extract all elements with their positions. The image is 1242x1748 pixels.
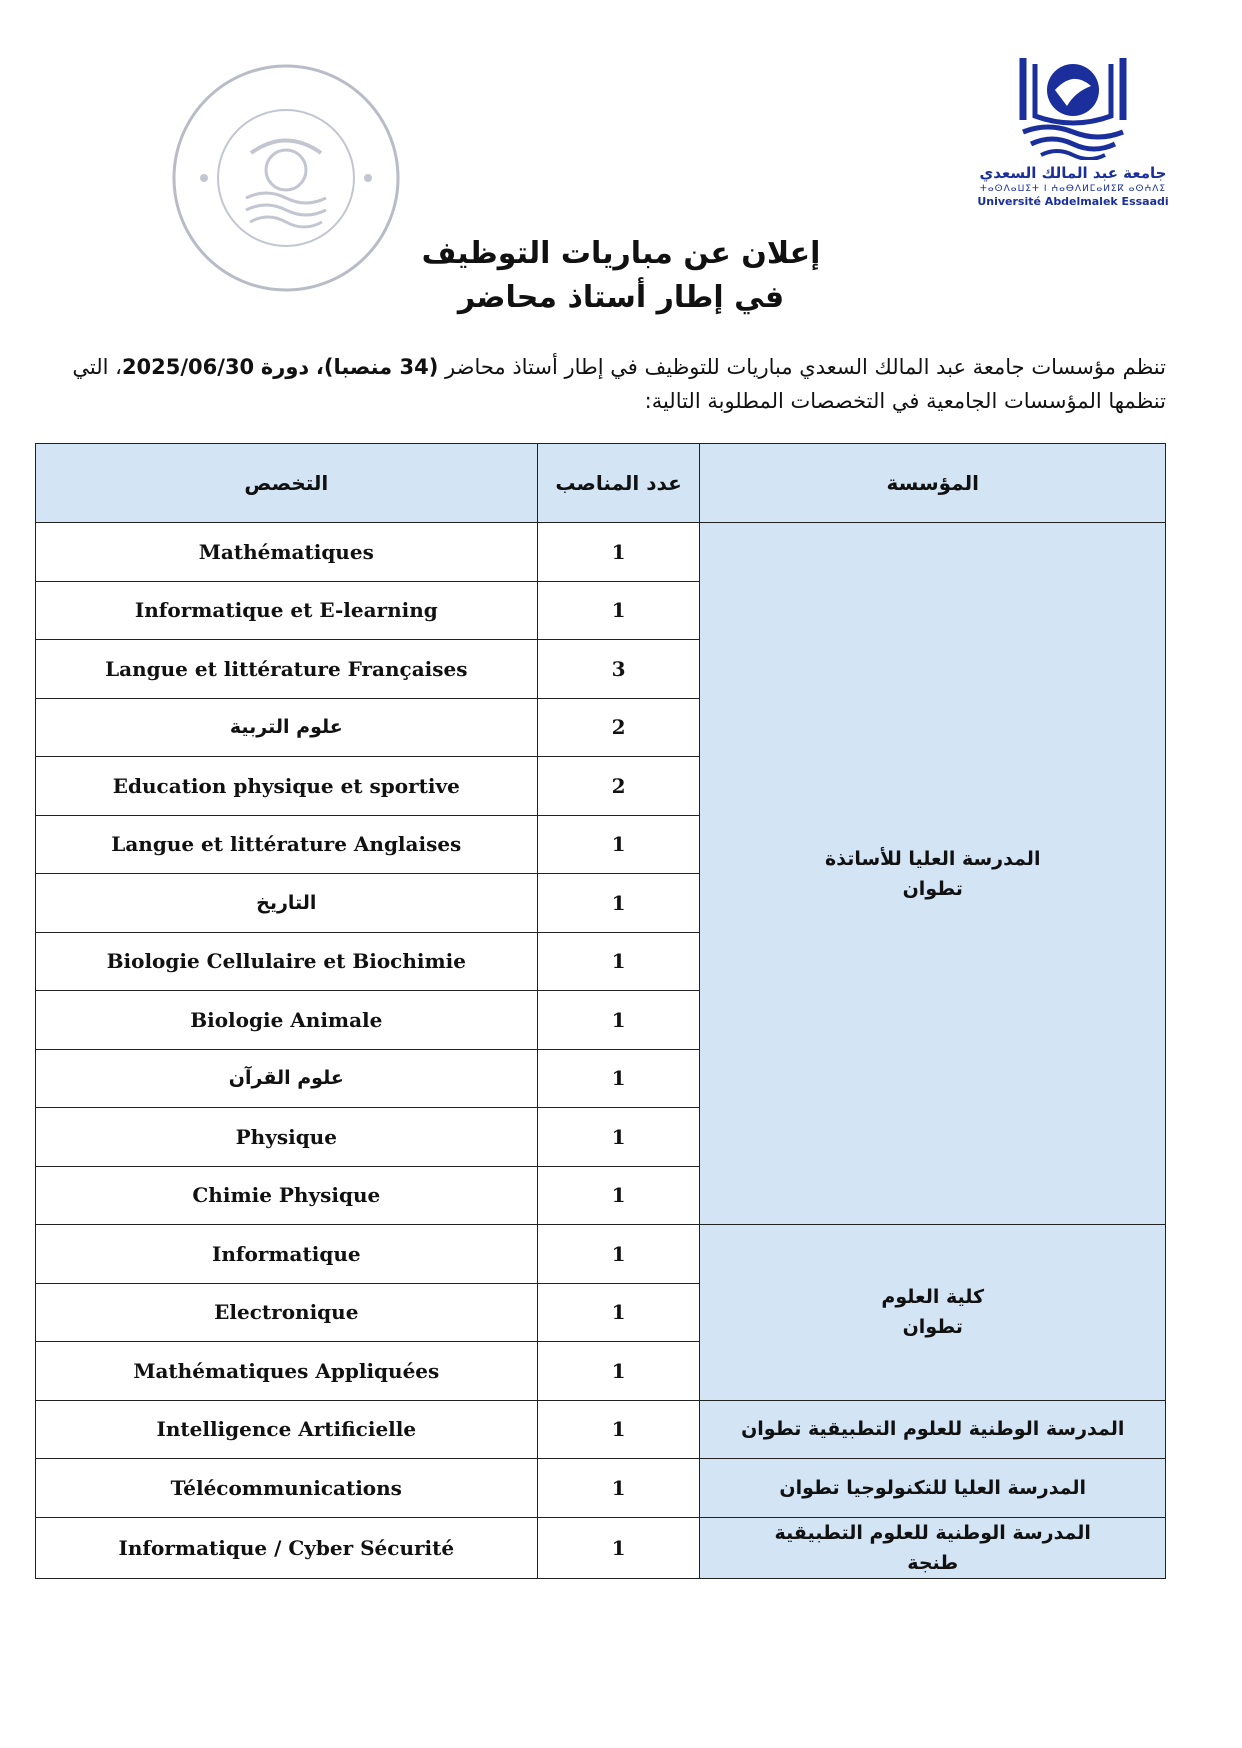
session-date: 2025/06/30 bbox=[121, 355, 255, 379]
positions-count-cell: 1 bbox=[537, 1225, 700, 1284]
announcement-title bbox=[0, 232, 1242, 320]
specialty-cell: Biologie Cellulaire et Biochimie bbox=[36, 932, 538, 991]
institution-cell bbox=[700, 523, 1166, 1225]
intro-text-2: ، التي تنظمها المؤسسات الجامعية في التخصصات المطلوبة التالية: bbox=[72, 355, 1166, 413]
specialty-cell: Informatique bbox=[36, 1225, 538, 1284]
specialty-cell: Télécommunications bbox=[36, 1459, 538, 1518]
positions-total: (34 منصبا)، bbox=[315, 355, 439, 379]
university-name-arabic: جامعة عبد المالك السعدي bbox=[979, 164, 1167, 182]
intro-text-1: تنظم مؤسسات جامعة عبد المالك السعدي مباريات للتوظيف في إطار أستاذ محاضر bbox=[438, 355, 1166, 379]
positions-count-cell: 1 bbox=[537, 932, 700, 991]
positions-count-cell: 3 bbox=[537, 640, 700, 699]
positions-count-cell: 1 bbox=[537, 581, 700, 640]
positions-count-cell: 1 bbox=[537, 815, 700, 874]
specialty-cell: Intelligence Artificielle bbox=[36, 1400, 538, 1459]
table-row bbox=[36, 523, 1166, 582]
specialty-cell: Langue et littérature Anglaises bbox=[36, 815, 538, 874]
specialty-cell: Biologie Animale bbox=[36, 991, 538, 1050]
institution-cell bbox=[700, 1517, 1166, 1578]
university-logo bbox=[968, 50, 1178, 220]
university-emblem-icon bbox=[1013, 50, 1133, 160]
specialty-cell: علوم القرآن bbox=[36, 1049, 538, 1108]
specialty-cell: Mathématiques bbox=[36, 523, 538, 582]
table-row bbox=[36, 1400, 1166, 1459]
positions-count-cell: 1 bbox=[537, 1166, 700, 1225]
specialty-cell: Education physique et sportive bbox=[36, 757, 538, 816]
table-body bbox=[36, 523, 1166, 1579]
positions-count-cell: 1 bbox=[537, 1400, 700, 1459]
positions-count-cell: 2 bbox=[537, 757, 700, 816]
institution-name-line: تطوان bbox=[902, 877, 963, 900]
specialty-cell: Informatique et E-learning bbox=[36, 581, 538, 640]
university-name-french: Université Abdelmalek Essaadi bbox=[977, 195, 1169, 208]
header-positions: عدد المناصب bbox=[537, 444, 700, 523]
title-line-2: في إطار أستاذ محاضر bbox=[457, 280, 785, 315]
institution-name-line: كلية العلوم bbox=[881, 1286, 985, 1309]
positions-count-cell: 1 bbox=[537, 523, 700, 582]
institution-name-line: المدرسة الوطنية للعلوم التطبيقية bbox=[774, 1521, 1091, 1544]
institution-name-line: المدرسة العليا للأساتذة bbox=[825, 847, 1041, 870]
institution-name-line: المدرسة العليا للتكنولوجيا تطوان bbox=[779, 1476, 1087, 1499]
institution-cell bbox=[700, 1459, 1166, 1518]
specialty-cell: Chimie Physique bbox=[36, 1166, 538, 1225]
specialty-cell: Mathématiques Appliquées bbox=[36, 1342, 538, 1401]
positions-count-cell: 2 bbox=[537, 698, 700, 757]
specialty-cell: Electronique bbox=[36, 1283, 538, 1342]
table-row bbox=[36, 1517, 1166, 1578]
header-specialty: التخصص bbox=[36, 444, 538, 523]
institution-cell bbox=[700, 1225, 1166, 1401]
positions-count-cell: 1 bbox=[537, 1049, 700, 1108]
table-row bbox=[36, 1459, 1166, 1518]
specialty-cell: علوم التربية bbox=[36, 698, 538, 757]
university-name-tifinagh: ⵜⴰⵙⴷⴰⵡⵉⵜ ⵏ ⵄⴰⴱⴷⵍⵎⴰⵍⵉⴽ ⴰⵙⵄⴷⵉ bbox=[979, 184, 1167, 194]
specialty-cell: Langue et littérature Françaises bbox=[36, 640, 538, 699]
positions-count-cell: 1 bbox=[537, 1459, 700, 1518]
specialty-cell: Informatique / Cyber Sécurité bbox=[36, 1517, 538, 1578]
table-row bbox=[36, 1225, 1166, 1284]
table-header-row bbox=[36, 444, 1166, 523]
positions-count-cell: 1 bbox=[537, 1108, 700, 1167]
specialty-cell: Physique bbox=[36, 1108, 538, 1167]
institution-name-line: طنجة bbox=[907, 1551, 959, 1574]
institution-cell bbox=[700, 1400, 1166, 1459]
institution-name-line: تطوان bbox=[902, 1316, 963, 1339]
positions-count-cell: 1 bbox=[537, 1517, 700, 1578]
positions-count-cell: 1 bbox=[537, 874, 700, 933]
positions-table bbox=[35, 443, 1166, 1579]
positions-count-cell: 1 bbox=[537, 1342, 700, 1401]
intro-paragraph bbox=[60, 350, 1166, 418]
positions-count-cell: 1 bbox=[537, 1283, 700, 1342]
session-label: دورة bbox=[260, 355, 310, 379]
positions-count-cell: 1 bbox=[537, 991, 700, 1050]
institution-name-line: المدرسة الوطنية للعلوم التطبيقية تطوان bbox=[741, 1418, 1125, 1441]
specialty-cell: التاريخ bbox=[36, 874, 538, 933]
title-line-1: إعلان عن مباريات التوظيف bbox=[421, 236, 821, 271]
header-institution: المؤسسة bbox=[700, 444, 1166, 523]
